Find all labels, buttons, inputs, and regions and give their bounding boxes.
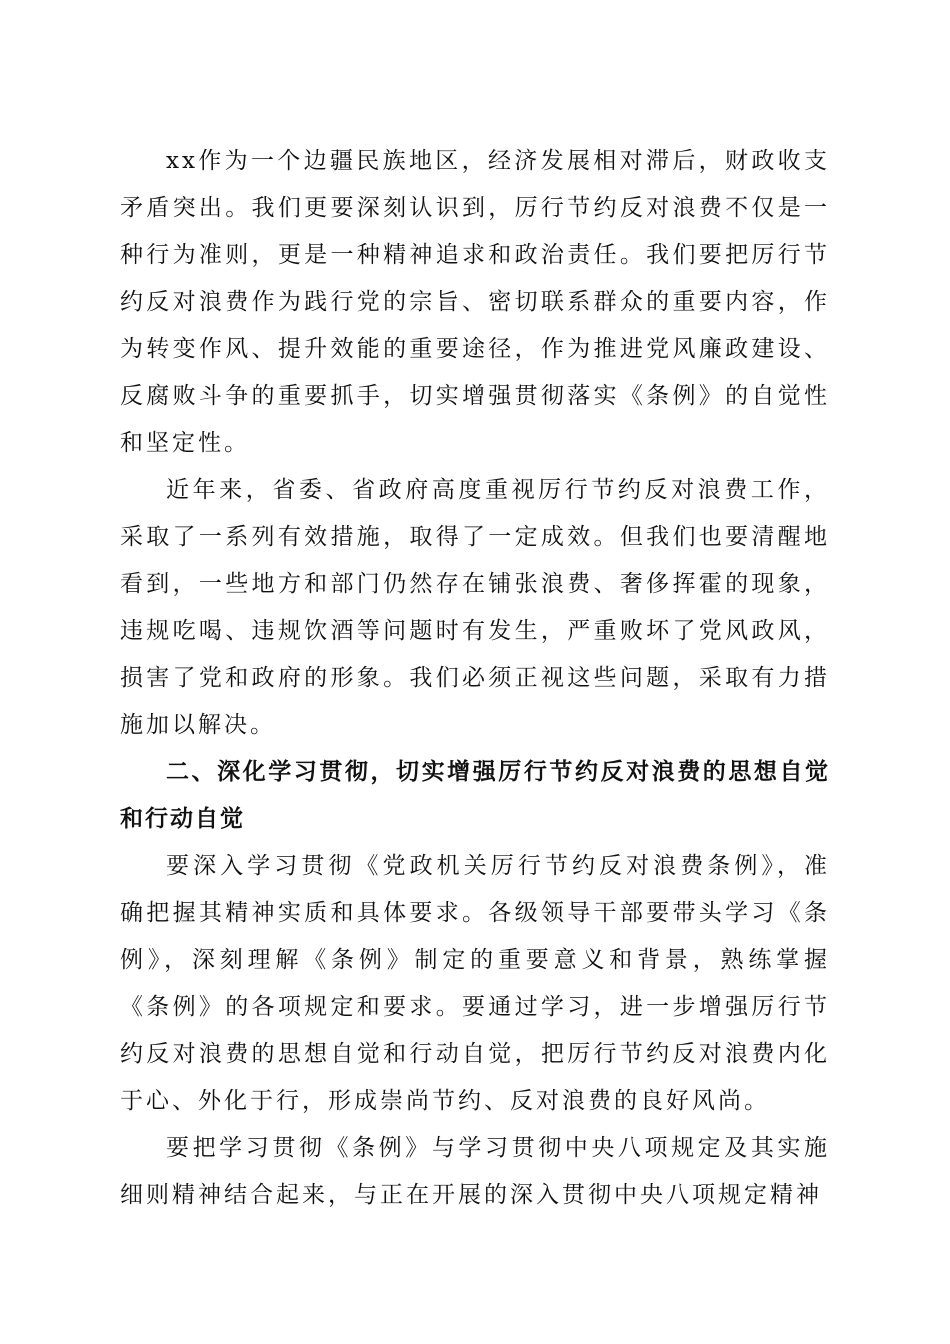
paragraph-recent-years: 近年来，省委、省政府高度重视厉行节约反对浪费工作，采取了一系列有效措施，取得了一定成效。但我们也要清醒地看到，一些地方和部门仍然存在铺张浪费、奢侈挥霍的现象，违规吃喝、违规饮酒等问题时有发生，严重败坏了党风政风，损害了党和政府的形象。我们必须正视这些问题，采取有力措施加以解决。 (120, 477, 830, 738)
paragraph-combine-eight-rules: 要把学习贯彻《条例》与学习贯彻中央八项规定及其实施细则精神结合起来，与正在开展的深入贯彻中央八项规定精神 (120, 1135, 830, 1208)
paragraph-frontier-region: xx作为一个边疆民族地区，经济发展相对滞后，财政收支矛盾突出。我们更要深刻认识到，厉行节约反对浪费不仅是一种行为准则，更是一种精神追求和政治责任。我们要把厉行节约反对浪费作为践行党的宗旨、密切联系群众的重要内容，作为转变作风、提升效能的重要途径，作为推进党风廉政建设、反腐败斗争的重要抓手，切实增强贯彻落实《条例》的自觉性和坚定性。 (120, 148, 830, 456)
document-body (120, 138, 830, 1219)
section-heading-two: 二、深化学习贯彻，切实增强厉行节约反对浪费的思想自觉和行动自觉 (120, 759, 830, 832)
paragraph-study-regulations: 要深入学习贯彻《党政机关厉行节约反对浪费条例》，准确把握其精神实质和具体要求。各级领导干部要带头学习《条例》，深刻理解《条例》制定的重要意义和背景，熟练掌握《条例》的各项规定和要求。要通过学习，进一步增强厉行节约反对浪费的思想自觉和行动自觉，把厉行节约反对浪费内化于心、外化于行，形成崇尚节约、反对浪费的良好风尚。 (120, 853, 830, 1114)
